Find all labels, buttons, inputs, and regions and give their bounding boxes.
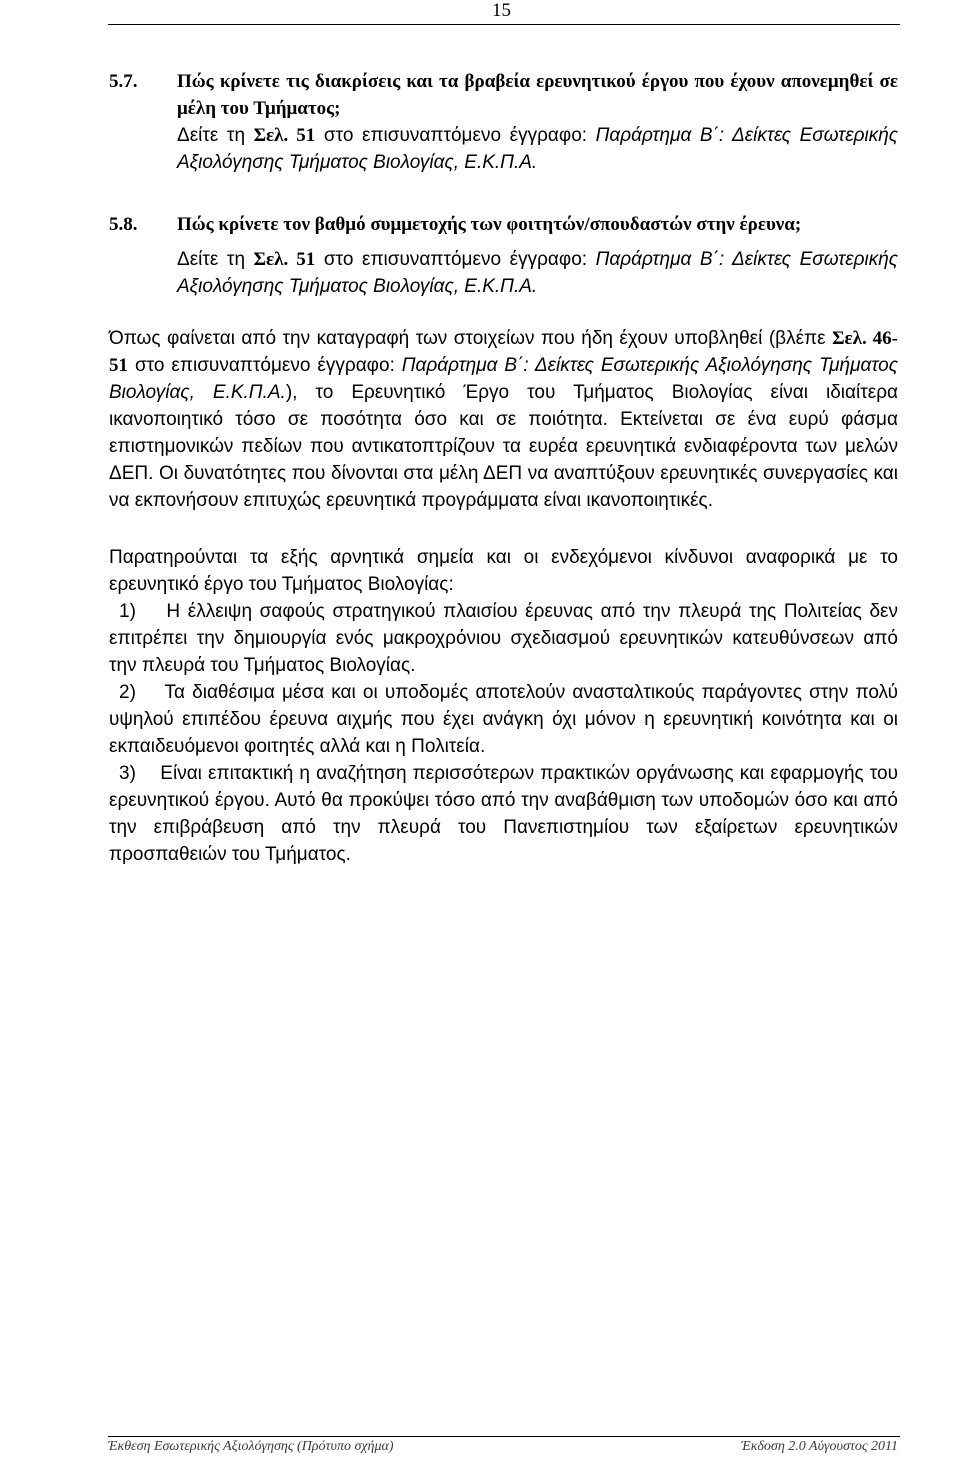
ref-annex: Παράρτημα Β΄: Δείκτες Εσωτερικής Αξιολόγησης Τμήματος Βιολογίας, Ε.Κ.Π.Α. bbox=[177, 249, 898, 297]
para-page-ref: Σελ. 46-51 bbox=[109, 328, 899, 376]
footer-document-title: Έκθεση Εσωτερικής Αξιολόγησης (Πρότυπο σχήμα) bbox=[108, 1439, 394, 1454]
question-text: Πώς κρίνετε τον βαθμό συμμετοχής των φοιτητών/σπουδαστών στην έρευνα; bbox=[177, 214, 802, 235]
reference-5-7 bbox=[109, 122, 898, 176]
negative-points-intro: Παρατηρούνται τα εξής αρνητικά σημεία και οι ενδεχόμενοι κίνδυνοι αναφορικά με το ερευνητικό έργο του Τμήματος Βιολογίας: bbox=[109, 547, 898, 595]
para-text-a: Όπως φαίνεται από την καταγραφή των στοιχείων που ήδη έχουν υποβληθεί (βλέπε bbox=[109, 328, 833, 349]
ref-middle: στο επισυναπτόμενο έγγραφο: bbox=[315, 125, 596, 146]
ref-annex: Παράρτημα Β΄: Δείκτες Εσωτερικής Αξιολόγησης Τμήματος Βιολογίας, Ε.Κ.Π.Α. bbox=[177, 125, 898, 173]
question-5-7 bbox=[109, 68, 898, 122]
ref-middle: στο επισυναπτόμενο έγγραφο: bbox=[315, 249, 596, 270]
para-text-c: ), το Ερευνητικό Έργο του Τμήματος Βιολογίας είναι ιδιαίτερα ικανοποιητικό τόσο σε ποσότητα όσο και σε ποιότητα. Εκτείνεται σε ένα ευρύ φάσμα επιστημονικών πεδίων που αντικατοπτρίζουν τα ευρέα ερευνητικά ενδιαφέροντα των μελών ΔΕΠ. Οι δυνατότητες που δίνονται στα μέλη ΔΕΠ να αναπτύξουν ερευνητικές συνεργασίες και να εκπονήσουν επιτυχώς ερευνητικά προγράμματα είναι ικανοποιητικές. bbox=[109, 382, 898, 511]
header-rule bbox=[108, 24, 900, 25]
question-5-8 bbox=[109, 211, 898, 238]
page-number: 15 bbox=[492, 0, 511, 21]
list-item: 2) Τα διαθέσιμα μέσα και οι υποδομές αποτελούν ανασταλτικούς παράγοντες στην πολύ υψηλού επιπέδου έρευνα αιχμής που έχει ανάγκη όχι μόνον η ερευνητική κοινότητα και οι εκπαιδευόμενοι φοιτητές αλλά και η Πολιτεία. bbox=[109, 682, 898, 757]
para-text-b: στο επισυναπτόμενο έγγραφο: bbox=[128, 355, 402, 376]
reference-5-8 bbox=[109, 246, 898, 300]
question-text: Πώς κρίνετε τις διακρίσεις και τα βραβεία ερευνητικού έργου που έχουν απονεμηθεί σε μέλη του Τμήματος; bbox=[177, 71, 898, 119]
ref-prefix: Δείτε τη bbox=[177, 249, 254, 270]
question-number: 5.7. bbox=[109, 71, 138, 92]
list-item: 3) Είναι επιτακτική η αναζήτηση περισσότερων πρακτικών οργάνωσης και εφαρμογής του ερευνητικού έργου. Αυτό θα προκύψει τόσο από την αναβάθμιση των υποδομών όσο και από την επιβράβευση από την πλευρά του Πανεπιστημίου των εξαίρετων ερευνητικών προσπαθειών του Τμήματος. bbox=[109, 763, 898, 865]
ref-prefix: Δείτε τη bbox=[177, 125, 254, 146]
research-assessment-paragraph bbox=[109, 325, 898, 514]
footer-version-date: Έκδοση 2.0 Αύγουστος 2011 bbox=[741, 1439, 898, 1454]
ref-page: Σελ. 51 bbox=[253, 125, 316, 146]
list-item: 1) Η έλλειψη σαφούς στρατηγικού πλαισίου έρευνας από την πλευρά της Πολιτείας δεν επιτρέπει την δημιουργία ενός μακροχρόνιου σχεδιασμού ερευνητικών κατευθύνσεων από την πλευρά του Τμήματος Βιολογίας. bbox=[109, 601, 898, 676]
question-number: 5.8. bbox=[109, 214, 138, 235]
document-body bbox=[109, 68, 898, 868]
ref-page: Σελ. 51 bbox=[253, 249, 316, 270]
footer-rule bbox=[108, 1436, 900, 1437]
para-annex: Παράρτημα Β΄: Δείκτες Εσωτερικής Αξιολόγησης Τμήματος Βιολογίας, Ε.Κ.Π.Α. bbox=[109, 355, 898, 403]
